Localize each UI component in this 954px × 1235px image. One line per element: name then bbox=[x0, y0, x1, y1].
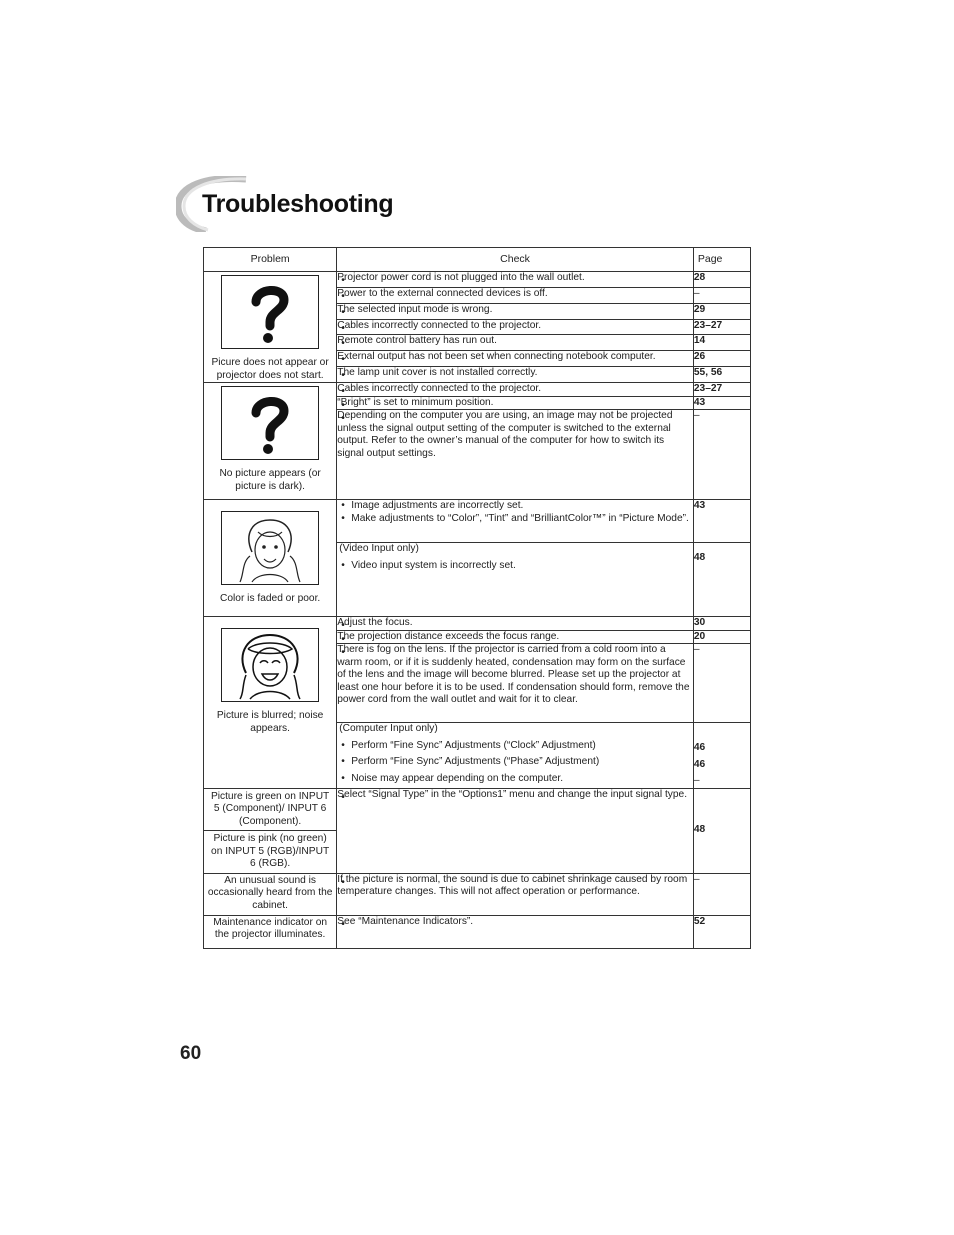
page-ref: – bbox=[693, 410, 750, 500]
problem-cell bbox=[204, 272, 337, 383]
page-title: Troubleshooting bbox=[202, 190, 394, 218]
page-ref: 43 bbox=[693, 500, 750, 543]
problem-cell: Picture is pink (no green) on INPUT 5 (RGB)/INPUT 6 (RGB). bbox=[204, 831, 337, 874]
face-illustration-icon bbox=[221, 628, 319, 702]
check-item: • External output has not been set when connecting notebook computer. bbox=[337, 351, 694, 367]
problem-text: Picture is blurred; noise appears. bbox=[216, 710, 324, 734]
check-item: • If the picture is normal, the sound is due to cabinet shrinkage caused by room temperature changes. This will not affect operation or performance. bbox=[337, 873, 694, 915]
face-illustration-icon bbox=[221, 511, 319, 585]
problem-text: Picure does not appear or projector does not start. bbox=[211, 357, 329, 381]
page-ref: 29 bbox=[693, 303, 750, 319]
check-item: (Video Input only) • Video input system is incorrectly set. bbox=[337, 543, 694, 617]
header-page: Page bbox=[693, 248, 750, 272]
page-header bbox=[176, 176, 436, 232]
check-item: • The projection distance exceeds the focus range. bbox=[337, 630, 694, 644]
page-ref: 55, 56 bbox=[693, 367, 750, 383]
check-item: • Cables incorrectly connected to the projector. bbox=[337, 319, 694, 335]
check-item: • Power to the external connected devices is off. bbox=[337, 287, 694, 303]
header-check: Check bbox=[337, 248, 694, 272]
table-row bbox=[204, 617, 751, 631]
problem-text: No picture appears (or picture is dark). bbox=[219, 468, 321, 492]
problem-cell: Picture is green on INPUT 5 (Component)/ INPUT 6 (Component). bbox=[204, 788, 337, 831]
page-ref: 52 bbox=[693, 915, 750, 948]
troubleshooting-table bbox=[203, 247, 751, 949]
table-row bbox=[204, 383, 751, 397]
table-row bbox=[204, 272, 751, 288]
page-ref: 26 bbox=[693, 351, 750, 367]
check-item: • Cables incorrectly connected to the projector. bbox=[337, 383, 694, 397]
check-item: • Image adjustments are incorrectly set. • Make adjustments to “Color”, “Tint” and “BrilliantColor™” in “Picture Mode”. bbox=[337, 500, 694, 543]
check-item: • See “Maintenance Indicators”. bbox=[337, 915, 694, 948]
check-item: • The selected input mode is wrong. bbox=[337, 303, 694, 319]
check-item: • There is fog on the lens. If the projector is carried from a cold room into a warm room, or if it is suddenly heated, condensation may form on the surface of the lens and the image will become blurred. Please set up the projector at least one hour before it is to be used. If condensation should form, remove the power cord from the wall outlet and wait for it to clear. bbox=[337, 644, 694, 723]
page-ref: 46 46 – bbox=[693, 723, 750, 789]
table-row bbox=[204, 500, 751, 543]
page-ref: – bbox=[693, 287, 750, 303]
page-ref: 43 bbox=[693, 396, 750, 410]
problem-text: Color is faded or poor. bbox=[220, 593, 321, 604]
page-ref: 23–27 bbox=[693, 383, 750, 397]
problem-cell bbox=[204, 500, 337, 617]
table-row bbox=[204, 915, 751, 948]
check-item: • Adjust the focus. bbox=[337, 617, 694, 631]
check-item: • Projector power cord is not plugged into the wall outlet. bbox=[337, 272, 694, 288]
page-number: 60 bbox=[180, 1043, 202, 1064]
page-ref: – bbox=[693, 644, 750, 723]
page-ref: 28 bbox=[693, 272, 750, 288]
page-ref: 48 bbox=[693, 788, 750, 873]
table-header-row bbox=[204, 248, 751, 272]
page-ref: 30 bbox=[693, 617, 750, 631]
check-item: • The lamp unit cover is not installed correctly. bbox=[337, 367, 694, 383]
header-problem: Problem bbox=[204, 248, 337, 272]
check-item: • Select “Signal Type” in the “Options1” menu and change the input signal type. bbox=[337, 788, 694, 873]
problem-cell bbox=[204, 617, 337, 789]
page-ref: 20 bbox=[693, 630, 750, 644]
problem-cell: An unusual sound is occasionally heard from the cabinet. bbox=[204, 873, 337, 915]
table-row bbox=[204, 873, 751, 915]
check-item: • Depending on the computer you are using, an image may not be projected unless the signal output setting of the computer is switched to the external output. Refer to the owner’s manual of the computer for how to switch its signal output settings. bbox=[337, 410, 694, 500]
check-item: • “Bright” is set to minimum position. bbox=[337, 396, 694, 410]
check-item: (Computer Input only) • Perform “Fine Sync” Adjustments (“Clock” Adjustment) • Perform “Fine Sync” Adjustments (“Phase” Adjustment) • Noise may appear depending on the computer. bbox=[337, 723, 694, 789]
table-row bbox=[204, 788, 751, 831]
page-ref: 14 bbox=[693, 335, 750, 351]
check-item: • Remote control battery has run out. bbox=[337, 335, 694, 351]
page-ref: 23–27 bbox=[693, 319, 750, 335]
problem-cell: Maintenance indicator on the projector illuminates. bbox=[204, 915, 337, 948]
problem-cell bbox=[204, 383, 337, 500]
question-mark-icon bbox=[221, 275, 319, 349]
page-ref: 48 bbox=[693, 543, 750, 617]
question-mark-icon bbox=[221, 386, 319, 460]
page-ref: – bbox=[693, 873, 750, 915]
